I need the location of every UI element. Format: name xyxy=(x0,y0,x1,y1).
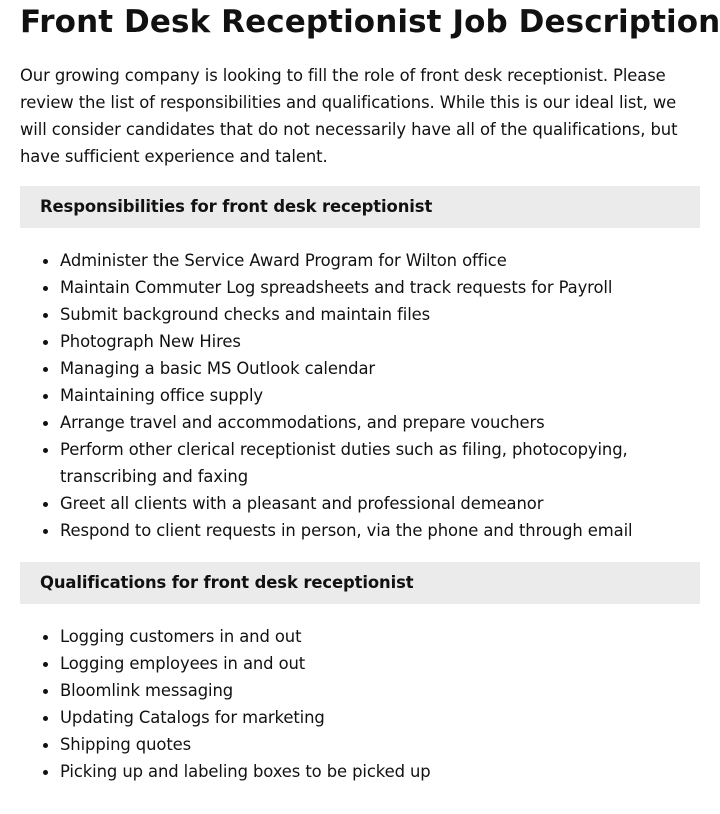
list-item-text: Logging employees in and out xyxy=(60,654,306,673)
bullet-icon xyxy=(43,448,48,453)
list-item-text: Bloomlink messaging xyxy=(60,681,234,700)
list-item-text: Managing a basic MS Outlook calendar xyxy=(60,359,376,378)
bullet-icon xyxy=(43,340,48,345)
bullet-icon xyxy=(43,689,48,694)
list-item xyxy=(60,517,700,544)
page-title: Front Desk Receptionist Job Description xyxy=(20,4,720,40)
list-item xyxy=(60,436,700,490)
responsibilities-heading: Responsibilities for front desk receptionist xyxy=(20,186,700,228)
list-item xyxy=(60,731,700,758)
list-item-text: Administer the Service Award Program for Wilton office xyxy=(60,251,507,270)
list-item-text: Picking up and labeling boxes to be picked up xyxy=(60,762,431,781)
list-item-text: Shipping quotes xyxy=(60,735,192,754)
bullet-icon xyxy=(43,394,48,399)
list-item-text: Maintain Commuter Log spreadsheets and track requests for Payroll xyxy=(60,278,613,297)
list-item xyxy=(60,623,700,650)
list-item xyxy=(60,301,700,328)
list-item-text: Updating Catalogs for marketing xyxy=(60,708,325,727)
list-item xyxy=(60,677,700,704)
list-item xyxy=(60,328,700,355)
bullet-icon xyxy=(43,770,48,775)
list-item xyxy=(60,758,700,785)
list-item xyxy=(60,704,700,731)
bullet-icon xyxy=(43,421,48,426)
bullet-icon xyxy=(43,367,48,372)
list-item xyxy=(60,247,700,274)
list-item xyxy=(60,490,700,517)
list-item-text: Greet all clients with a pleasant and professional demeanor xyxy=(60,494,544,513)
list-item-text: Respond to client requests in person, via the phone and through email xyxy=(60,521,633,540)
list-item xyxy=(60,409,700,436)
bullet-icon xyxy=(43,313,48,318)
bullet-icon xyxy=(43,743,48,748)
bullet-icon xyxy=(43,662,48,667)
list-item-text: Submit background checks and maintain files xyxy=(60,305,431,324)
list-item-text: Arrange travel and accommodations, and prepare vouchers xyxy=(60,413,545,432)
list-item-text: Maintaining office supply xyxy=(60,386,264,405)
responsibilities-list xyxy=(20,247,700,544)
list-item-text: Photograph New Hires xyxy=(60,332,241,351)
bullet-icon xyxy=(43,716,48,721)
list-item xyxy=(60,650,700,677)
intro-paragraph: Our growing company is looking to fill the role of front desk receptionist. Please review the list of responsibilities and qualifications. While this is our ideal list, we will consider candidates that do not necessarily have all of the qualifications, but have sufficient experience and talent. xyxy=(20,66,678,166)
list-item xyxy=(60,274,700,301)
list-item xyxy=(60,382,700,409)
bullet-icon xyxy=(43,502,48,507)
list-item xyxy=(60,355,700,382)
bullet-icon xyxy=(43,286,48,291)
bullet-icon xyxy=(43,635,48,640)
list-item-text: Logging customers in and out xyxy=(60,627,302,646)
qualifications-heading: Qualifications for front desk receptionist xyxy=(20,562,700,604)
bullet-icon xyxy=(43,529,48,534)
bullet-icon xyxy=(43,259,48,264)
qualifications-list xyxy=(20,623,700,785)
list-item-text: Perform other clerical receptionist duties such as filing, photocopying, transcribing and faxing xyxy=(60,440,628,486)
